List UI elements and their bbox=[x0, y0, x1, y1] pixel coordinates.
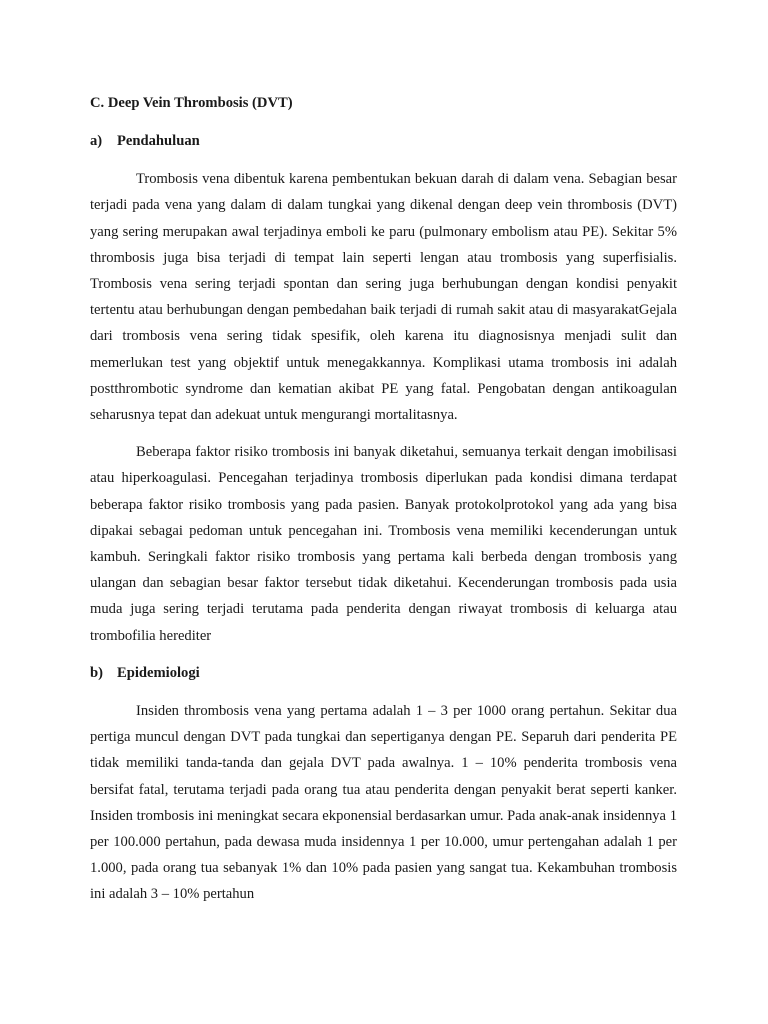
paragraph: Insiden thrombosis vena yang pertama adalah 1 – 3 per 1000 orang pertahun. Sekitar dua pertiga muncul dengan DVT pada tungkai dan sepertiganya dengan PE. Separuh dari penderita PE tidak memiliki tanda-tanda dan gejala DVT pada awalnya. 1 – 10% penderita trombosis vena bersifat fatal, terutama terjadi pada orang tua atau penderita dengan penyakit berat seperti kanker. Insiden trombosis ini meningkat secara ekponensial berdasarkan umur. Pada anak-anak insidennya 1 per 100.000 pertahun, pada dewasa muda insidennya 1 per 10.000, umur pertengahan adalah 1 per 1.000, pada orang tua sebanyak 1% dan 10% pada pasien yang sangat tua. Kekambuhan trombosis ini adalah 3 – 10% pertahun bbox=[90, 703, 677, 903]
section-heading-epidemiologi bbox=[90, 660, 677, 686]
paragraph: Beberapa faktor risiko trombosis ini banyak diketahui, semuanya terkait dengan imobilisasi atau hiperkoagulasi. Pencegahan terjadinya trombosis diperlukan pada kondisi dimana terdapat beberapa faktor risiko trombosis yang pada pasien. Banyak protokolprotokol yang ada yang bisa dipakai sebagai pedoman untuk pencegahan ini. Trombosis vena memiliki kecenderungan untuk kambuh. Seringkali faktor risiko trombosis yang pertama kali berbeda dengan trombosis yang ulangan dan sebagian besar faktor tersebut tidak diketahui. Kecenderungan trombosis pada usia muda juga sering terjadi terutama pada penderita dengan riwayat trombosis di keluarga atau trombofilia herediter bbox=[90, 444, 677, 644]
document-title: C. Deep Vein Thrombosis (DVT) bbox=[90, 95, 293, 111]
section-heading-text: Epidemiologi bbox=[117, 664, 200, 681]
section-label: a) bbox=[90, 133, 103, 149]
section-heading-text: Pendahuluan bbox=[117, 133, 200, 149]
paragraph: Trombosis vena dibentuk karena pembentukan bekuan darah di dalam vena. Sebagian besar terjadi pada vena yang dalam di dalam tungkai yang dikenal dengan deep vein thrombosis (DVT) yang sering merupakan awal terjadinya emboli ke paru (pulmonary embolism atau PE). Sekitar 5% thrombosis juga bisa terjadi di tempat lain seperti lengan atau trombosis yang superfisialis. Trombosis vena sering terjadi spontan dan sering juga berhubungan dengan kondisi penyakit tertentu atau berhubungan dengan pembedahan baik terjadi di rumah sakit atau di masyarakatGejala dari trombosis vena sering tidak spesifik, oleh karena itu diagnosisnya menjadi sulit dan memerlukan test yang objektif untuk menegakkannya. Komplikasi utama trombosis ini adalah postthrombotic syndrome dan kematian akibat PE yang fatal. Pengobatan dengan antikoagulan seharusnya tepat dan adekuat untuk mengurangi mortalitasnya. bbox=[90, 171, 677, 424]
section-heading-pendahuluan bbox=[90, 128, 677, 154]
section-label: b) bbox=[90, 664, 103, 681]
document-body bbox=[90, 90, 677, 908]
